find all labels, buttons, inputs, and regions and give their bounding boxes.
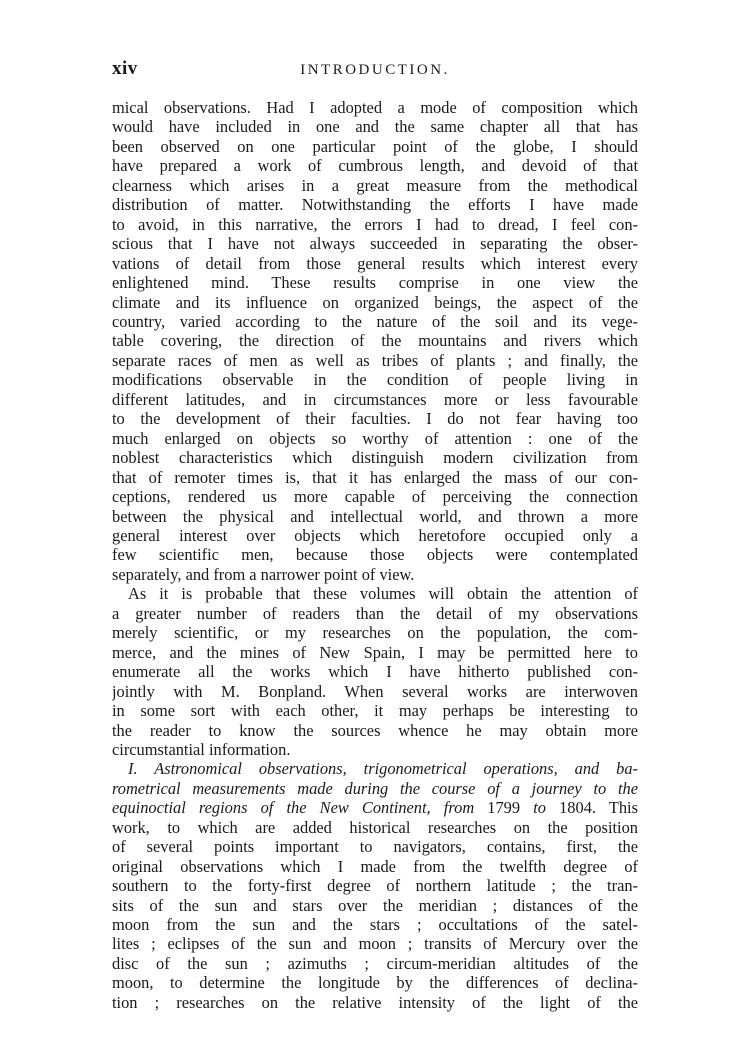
text-line: in some sort with each other, it may perhaps be interesting to — [112, 701, 638, 721]
text-line: moon from the sun and the stars ; occultations of the satel- — [112, 915, 638, 935]
text-line: As it is probable that these volumes will obtain the attention of — [128, 584, 638, 604]
paragraph-3-lines — [112, 818, 638, 1013]
italic-text: rometrical measurements made during the course of a journey to the — [112, 778, 638, 798]
text-line — [112, 759, 638, 778]
text-line: to the development of their faculties. I do not fear having too — [112, 409, 638, 429]
line-rest: This — [596, 798, 638, 818]
running-head: INTRODUCTION. — [300, 62, 450, 78]
text-line: distribution of matter. Notwithstanding the efforts I have made — [112, 195, 638, 215]
page-number: xiv — [112, 58, 138, 79]
text-line: country, varied according to the nature of the soil and its vege- — [112, 311, 638, 331]
text-line: of several points important to navigators, contains, first, the — [112, 837, 638, 857]
text-line: vations of detail from those general results which interest every — [112, 253, 638, 273]
text-line: much enlarged on objects so worthy of attention : one of the — [112, 428, 638, 448]
italic-to: to — [533, 798, 546, 818]
text-line: between the physical and intellectual world, and thrown a more — [112, 506, 638, 526]
text-line: merely scientific, or my researches on the population, the com- — [112, 623, 638, 643]
text-line: clearness which arises in a great measure from the methodical — [112, 175, 638, 195]
text-line: merce, and the mines of New Spain, I may be permitted here to — [112, 642, 638, 662]
text-line: the reader to know the sources whence he may obtain more — [112, 720, 638, 740]
text-line: modifications observable in the condition of people living in — [112, 370, 638, 390]
text-line: different latitudes, and in circumstances more or less favourable — [112, 389, 638, 409]
paragraph-3 — [112, 759, 638, 1012]
text-line: tion ; researches on the relative intensity of the light of the — [112, 992, 638, 1012]
year-to: 1804. — [545, 798, 596, 818]
text-line: table covering, the direction of the mountains and rivers which — [112, 331, 638, 351]
text-line: circumstantial information. — [112, 739, 291, 759]
text-line: work, to which are added historical researches on the position — [112, 817, 638, 837]
text-line: to avoid, in this narrative, the errors I had to dread, I feel con- — [112, 214, 638, 234]
text-line: jointly with M. Bonpland. When several works are interwoven — [112, 681, 638, 701]
text-line: moon, to determine the longitude by the differences of declina- — [112, 973, 638, 993]
text-line: few scientific men, because those objects were contemplated — [112, 545, 638, 565]
text-line: ceptions, rendered us more capable of perceiving the connection — [112, 487, 638, 507]
italic-text: I. Astronomical observations, trigonometrical operations, and ba- — [128, 759, 638, 779]
text-line: mical observations. Had I adopted a mode of composition which — [112, 98, 638, 117]
text-line: separately, and from a narrower point of view. — [112, 564, 415, 584]
text-line: have prepared a work of cumbrous length, and devoid of that — [112, 156, 638, 176]
body-text — [112, 98, 638, 1012]
text-line: lites ; eclipses of the sun and moon ; transits of Mercury over the — [112, 934, 638, 954]
text-line: southern to the forty-first degree of northern latitude ; the tran- — [112, 876, 638, 896]
text-line: scious that I have not always succeeded in separating the obser- — [112, 234, 638, 254]
italic-text: equinoctial regions of the New Continent, from — [112, 798, 475, 818]
year-from: 1799 — [474, 798, 534, 818]
text-line: disc of the sun ; azimuths ; circum-meridian altitudes of the — [112, 953, 638, 973]
text-line: would have included in one and the same chapter all that has — [112, 117, 638, 137]
text-line: separate races of men as well as tribes of plants ; and finally, the — [112, 350, 638, 370]
text-line: climate and its influence on organized beings, the aspect of the — [112, 292, 638, 312]
text-line: sits of the sun and stars over the meridian ; distances of the — [112, 895, 638, 915]
text-line: a greater number of readers than the detail of my observations — [112, 603, 638, 623]
text-line: that of remoter times is, that it has enlarged the mass of our con- — [112, 467, 638, 487]
text-line: been observed on one particular point of the globe, I should — [112, 136, 638, 156]
text-line: general interest over objects which heretofore occupied only a — [112, 525, 638, 545]
text-line — [112, 798, 638, 817]
text-line: noblest characteristics which distinguish modern civilization from — [112, 448, 638, 468]
paragraph-1 — [112, 98, 638, 584]
text-line — [112, 779, 638, 798]
text-line: enlightened mind. These results comprise in one view the — [112, 273, 638, 293]
text-line: enumerate all the works which I have hitherto published con- — [112, 662, 638, 682]
text-line: original observations which I made from the twelfth degree of — [112, 856, 638, 876]
paragraph-2 — [112, 584, 638, 759]
